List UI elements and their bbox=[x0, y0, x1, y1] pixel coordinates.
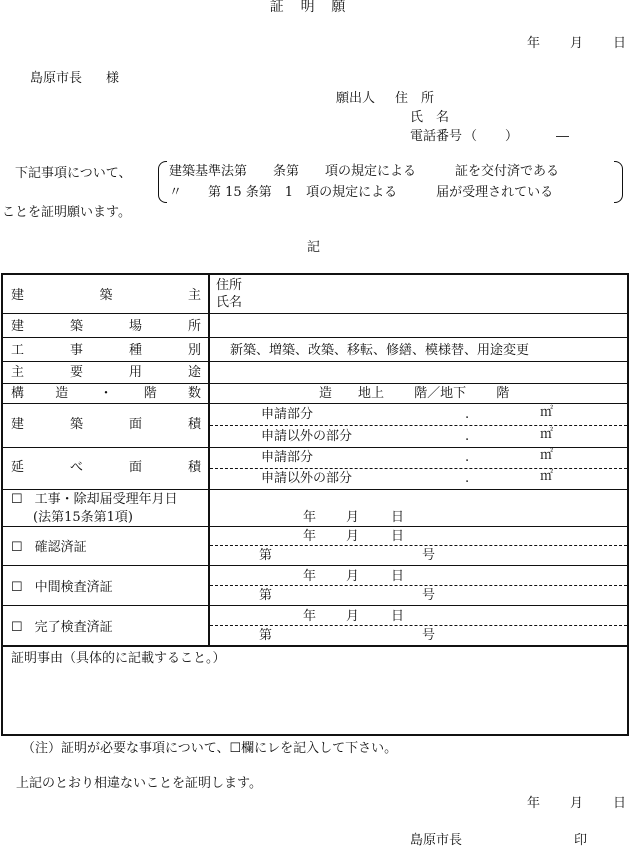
checkbox-icon[interactable]: ☐ bbox=[11, 492, 23, 507]
note-text: （注）証明が必要な事項について、☐欄にレを記入して下さい。 bbox=[22, 741, 398, 756]
main-use-label: 主 要 用 途 bbox=[11, 365, 201, 380]
row-line bbox=[3, 383, 627, 384]
row-line bbox=[3, 645, 627, 647]
building-area-applied-label: 申請部分 bbox=[261, 407, 314, 422]
building-area-label: 建 築 面 積 bbox=[11, 417, 201, 432]
row-line bbox=[3, 565, 627, 566]
row-line bbox=[3, 447, 627, 448]
checkbox-icon[interactable]: ☐ bbox=[11, 580, 23, 595]
certificate-table bbox=[1, 273, 629, 736]
reason-label[interactable]: 証明事由（具体的に記載すること。） bbox=[11, 651, 226, 666]
dashed-line bbox=[210, 545, 627, 546]
confirm-check-row[interactable]: ☐ 確認済証 bbox=[11, 540, 87, 555]
row-line bbox=[3, 403, 627, 404]
floor-area-label: 延 べ 面 積 bbox=[11, 460, 201, 475]
ki-heading: 記 bbox=[307, 240, 321, 255]
final-date: 年 月 日 bbox=[303, 609, 405, 624]
structure-label: 構 造 ・ 階 数 bbox=[11, 386, 201, 401]
checkbox-icon[interactable]: ☐ bbox=[11, 620, 23, 635]
floor-area-applied-label: 申請部分 bbox=[261, 450, 314, 465]
row-line bbox=[3, 526, 627, 527]
intro-text: 下記事項について、 bbox=[15, 166, 132, 181]
row-line bbox=[3, 489, 627, 490]
dashed-line bbox=[210, 425, 627, 426]
law-line-1: 建築基準法第 条第 項の規定による 証を交付済である bbox=[169, 164, 560, 179]
owner-name-field[interactable]: 氏名 bbox=[216, 295, 243, 310]
applicant-address-row: 願出人 住 所 bbox=[336, 91, 435, 106]
row-line bbox=[3, 605, 627, 606]
row-line bbox=[3, 361, 627, 362]
row-line bbox=[3, 337, 627, 338]
mayor-signature: 島原市長 印 bbox=[410, 833, 588, 848]
floor-area-other-label: 申請以外の部分 bbox=[261, 471, 353, 486]
interim-check-row[interactable]: ☐ 中間検査済証 bbox=[11, 580, 113, 595]
certify-date: 年 月 日 bbox=[526, 796, 626, 811]
right-brace bbox=[614, 161, 623, 203]
decimal-dot: . bbox=[465, 429, 470, 444]
decimal-dot: . bbox=[465, 450, 470, 465]
final-check-row[interactable]: ☐ 完了検査済証 bbox=[11, 620, 113, 635]
applicant-tel-row: 電話番号 （ ） ― bbox=[410, 129, 570, 144]
final-number: 第 号 bbox=[259, 628, 436, 643]
addressee: 島原市長 様 bbox=[30, 71, 120, 86]
interim-number: 第 号 bbox=[259, 588, 436, 603]
unit-sqm: ㎡ bbox=[540, 427, 554, 442]
structure-value[interactable]: 造 地上 階／地下 階 bbox=[319, 386, 510, 401]
notice-check-row[interactable]: ☐ 工事・除却届受理年月日 bbox=[11, 492, 178, 507]
conclusion-text: ことを証明願います。 bbox=[2, 205, 131, 220]
unit-sqm: ㎡ bbox=[540, 469, 554, 484]
owner-label: 建 築 主 bbox=[11, 288, 201, 303]
building-area-other-label: 申請以外の部分 bbox=[261, 429, 353, 444]
request-date: 年 月 日 bbox=[526, 36, 626, 51]
confirm-text: 上記のとおり相違ないことを証明します。 bbox=[16, 776, 262, 791]
decimal-dot: . bbox=[465, 471, 470, 486]
notice-sub-label: (法第15条第1項) bbox=[33, 510, 133, 525]
confirm-date: 年 月 日 bbox=[303, 529, 405, 544]
notice-date: 年 月 日 bbox=[303, 510, 405, 525]
work-type-label: 工 事 種 別 bbox=[11, 343, 201, 358]
left-brace bbox=[158, 161, 167, 203]
work-type-options[interactable]: 新築、増築、改築、移転、修繕、模様替、用途変更 bbox=[230, 343, 530, 358]
dashed-line bbox=[210, 585, 627, 586]
checkbox-icon[interactable]: ☐ bbox=[11, 540, 23, 555]
unit-sqm: ㎡ bbox=[540, 448, 554, 463]
applicant-name-row: 氏 名 bbox=[410, 110, 450, 125]
confirm-number: 第 号 bbox=[259, 548, 436, 563]
column-divider bbox=[208, 275, 210, 645]
dashed-line bbox=[210, 468, 627, 469]
row-line bbox=[3, 313, 627, 314]
site-label: 建 築 場 所 bbox=[11, 319, 201, 334]
interim-date: 年 月 日 bbox=[303, 569, 405, 584]
seal-mark: 印 bbox=[574, 833, 588, 848]
owner-address-field[interactable]: 住所 bbox=[216, 278, 243, 293]
document-title: 証明願 bbox=[269, 0, 363, 15]
unit-sqm: ㎡ bbox=[540, 405, 554, 420]
decimal-dot: . bbox=[465, 407, 470, 422]
law-line-2: 〃 第 15 条第 1 項の規定による 届が受理されている bbox=[169, 185, 554, 200]
dashed-line bbox=[210, 625, 627, 626]
